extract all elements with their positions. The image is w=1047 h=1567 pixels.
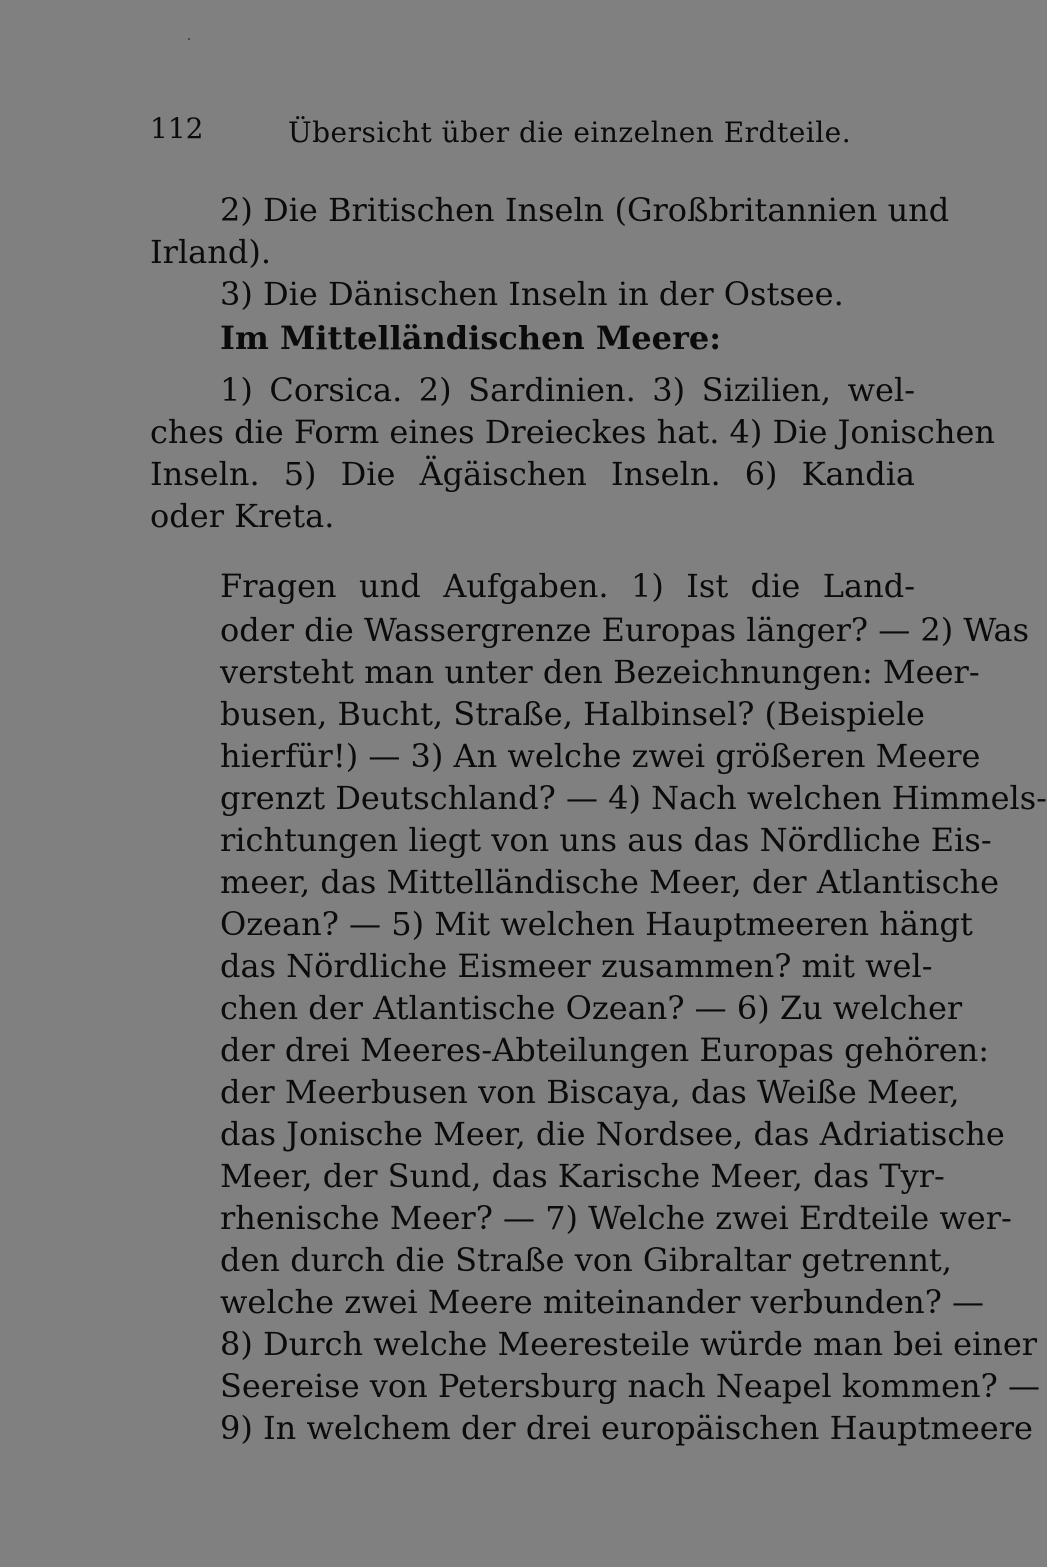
- text-line: Ozean? — 5) Mit welchen Hauptmeeren hängt: [220, 905, 973, 943]
- text-line: Irland).: [150, 233, 271, 271]
- text-line: meer, das Mittelländische Meer, der Atlantische: [220, 863, 1000, 901]
- text-line: 8) Durch welche Meeresteile würde man bei einer: [220, 1325, 1038, 1363]
- text-line: Meer, der Sund, das Karische Meer, das Tyr-: [220, 1157, 945, 1195]
- text-line: richtungen liegt von uns aus das Nördliche Eis-: [220, 821, 992, 859]
- text-line: hierfür!) — 3) An welche zwei größeren Meere: [220, 737, 981, 775]
- text-line: Inseln. 5) Die Ägäischen Inseln. 6) Kandia: [150, 455, 915, 493]
- text-line: chen der Atlantische Ozean? — 6) Zu welcher: [220, 989, 963, 1027]
- text-line: den durch die Straße von Gibraltar getrennt,: [220, 1241, 952, 1279]
- text-line: rhenische Meer? — 7) Welche zwei Erdteile wer-: [220, 1199, 1012, 1237]
- running-header: [150, 112, 910, 152]
- running-title: Übersicht über die einzelnen Erdteile.: [288, 116, 852, 149]
- text-line: welche zwei Meere miteinander verbunden? —: [220, 1283, 985, 1321]
- text-line: grenzt Deutschland? — 4) Nach welchen Himmels-: [220, 779, 1047, 817]
- text-line: der Meerbusen von Biscaya, das Weiße Meer,: [220, 1073, 960, 1111]
- text-line: 2) Die Britischen Inseln (Großbritannien und: [220, 191, 950, 229]
- text-line: versteht man unter den Bezeichnungen: Meer-: [220, 653, 980, 691]
- text-line: oder die Wassergrenze Europas länger? — 2) Was: [220, 611, 1029, 649]
- text-line: der drei Meeres-Abteilungen Europas gehören:: [220, 1031, 990, 1069]
- text-line: 1) Corsica. 2) Sardinien. 3) Sizilien, wel-: [220, 371, 915, 409]
- text-line: das Nördliche Eismeer zusammen? mit wel-: [220, 947, 933, 985]
- text-line: das Jonische Meer, die Nordsee, das Adriatische: [220, 1115, 1005, 1153]
- text-line: ches die Form eines Dreieckes hat. 4) Die Jonischen: [150, 413, 995, 451]
- text-line: busen, Bucht, Straße, Halbinsel? (Beispiele: [220, 695, 925, 733]
- speck: [188, 38, 190, 40]
- page-number: 112: [150, 112, 204, 145]
- exercises-heading-line: Fragen und Aufgaben. 1) Ist die Land-: [220, 567, 915, 605]
- text-line: oder Kreta.: [150, 497, 335, 535]
- text-line: Seereise von Petersburg nach Neapel kommen? —: [220, 1367, 1040, 1405]
- section-heading: Im Mittelländischen Meere:: [220, 319, 722, 357]
- text-line: 3) Die Dänischen Inseln in der Ostsee.: [220, 275, 844, 313]
- text-line: 9) In welchem der drei europäischen Hauptmeere: [220, 1409, 1033, 1447]
